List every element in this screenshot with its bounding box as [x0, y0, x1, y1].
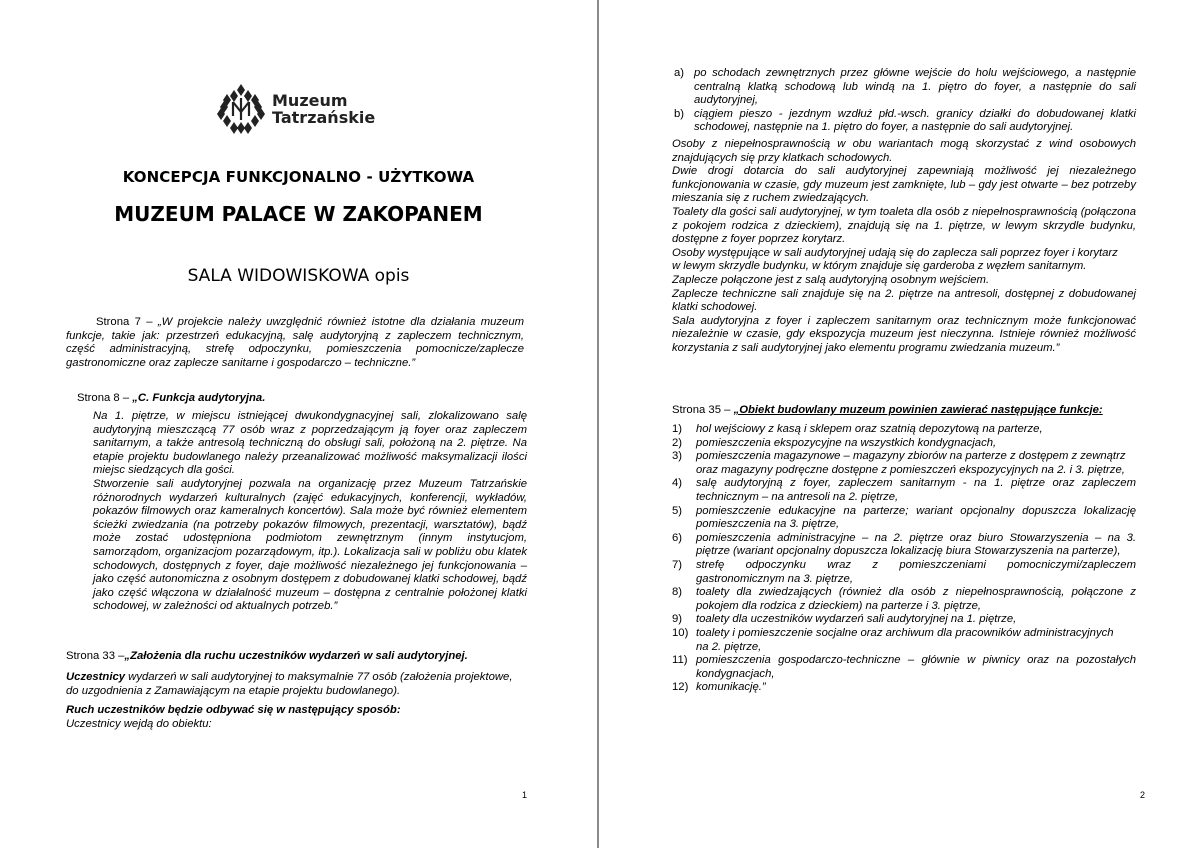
- document-section-title: SALA WIDOWISKOWA opis: [187, 266, 410, 286]
- document-main-title: MUZEUM PALACE W ZAKOPANEM: [114, 202, 483, 226]
- section-strona-7: [66, 316, 524, 370]
- list-item-number: 5): [672, 504, 683, 517]
- strona-8-head: „C. Funkcja audytoryjna.: [132, 392, 266, 404]
- museum-logo-icon: [217, 82, 265, 134]
- access-variants-list: [674, 67, 1136, 135]
- page-2-paragraphs: [672, 138, 1136, 356]
- list-item-text: hol wejściowy z kasą i sklepem oraz szatnią depozytową na parterze,: [696, 423, 1043, 435]
- uczestnicy-text: wydarzeń w sali audytoryjnej to maksymalnie 77 osób (założenia projektowe,: [125, 671, 513, 683]
- list-item-number: 11): [672, 654, 688, 667]
- paragraph: Sala audytoryjna z foyer i zapleczem sanitarnym oraz technicznym może funkcjonować niezależnie w czasie, gdy ekspozycja muzeum jest nieczynna. Istnieje również możliwość korzystania z sali audytoryjnej jako elementu programu zwiedzania muzeum.”: [672, 314, 1136, 354]
- list-item-text: salę audytoryjną z foyer, zapleczem sanitarnym - na 1. piętrze oraz zapleczem technicznym – na antresoli na 2. piętrze,: [696, 477, 1136, 503]
- list-item-text: toalety dla uczestników wydarzeń sali audytoryjnej na 1. piętrze,: [696, 613, 1017, 626]
- list-item-number: 12): [672, 681, 689, 694]
- list-item-continuation: oraz magazyny podręczne dostępne z pomieszczeń ekspozycyjnych na 2. i 3. piętrze,: [696, 463, 1125, 476]
- list-item: [672, 505, 1136, 532]
- functions-list: [672, 423, 1136, 695]
- list-item: [674, 67, 1136, 108]
- paragraph: Dwie drogi dotarcia do sali audytoryjnej zapewniają możliwość jej niezależnego funkcjonowania w czasie, gdy muzeum jest zamknięte, lub – gdy jest otwarte – bez potrzeby mieszania się z ruchem zwiedzających.: [672, 165, 1136, 205]
- page-number-2: 2: [1140, 790, 1146, 800]
- list-item: [672, 586, 1136, 613]
- page-divider: [597, 0, 599, 848]
- paragraph: Zaplecze techniczne sali znajduje się na 2. piętrze na antresoli, dostępnej z dobudowanej klatki schodowej.: [672, 287, 1136, 314]
- section-strona-8-heading: [77, 392, 527, 406]
- list-item-number: 2): [672, 436, 683, 449]
- list-item-number: 9): [672, 613, 683, 626]
- paragraph: Zaplecze połączone jest z salą audytoryjną osobnym wejściem.: [672, 273, 990, 286]
- logo-line-2: Tatrzańskie: [272, 108, 376, 127]
- strona-35-head: „Obiekt budowlany muzeum powinien zawierać następujące funkcje:: [733, 404, 1103, 416]
- paragraph: Toalety dla gości sali audytoryjnej, w tym toaleta dla osób z niepełnosprawnością (połączona z pokojem rodzica z dzieckiem), znajdują się na 1. piętrze, w lewym skrzydle budynku, dostępne z foyer poprzez korytarz.: [672, 205, 1136, 246]
- list-item-number: 1): [672, 423, 683, 435]
- list-item-number: a): [674, 67, 685, 79]
- list-item-number: 8): [672, 586, 683, 599]
- logo-line-1: Muzeum: [272, 91, 348, 110]
- list-item-text: ciągiem pieszo - jezdnym wzdłuż płd.-wsch. granicy działki do dobudowanej klatki schodowej, następnie na 1. piętro do foyer, a następnie do sali audytoryjnej.: [694, 107, 1136, 134]
- ruch-heading: Ruch uczestników będzie odbywać się w następujący sposób:: [66, 704, 401, 717]
- list-item-number: 10): [672, 626, 689, 639]
- list-item: [672, 627, 1136, 654]
- uczestnicy-wejda: Uczestnicy wejdą do obiektu:: [66, 717, 212, 730]
- strona-33-head: „Założenia dla ruchu uczestników wydarzeń w sali audytoryjnej.: [124, 650, 468, 662]
- document-page-2: [600, 0, 1200, 848]
- list-item: [672, 681, 1136, 695]
- uczestnicy-bold: Uczestnicy: [66, 671, 126, 683]
- uzgodnienia-line: do uzgodnienia z Zamawiającym na etapie projektu budowlanego).: [66, 684, 401, 697]
- list-item-number: 6): [672, 531, 683, 544]
- list-item-text: toalety i pomieszczenie socjalne oraz archiwum dla pracowników administracyjnych: [696, 626, 1114, 639]
- strona-33-ref: Strona 33 –: [66, 650, 125, 662]
- list-item-number: 7): [672, 558, 683, 571]
- list-item-text: strefę odpoczynku wraz z pomieszczeniami pomocniczymi/zapleczem gastronomicznym na 3. piętrze,: [696, 558, 1136, 585]
- museum-logo-text: [272, 92, 375, 126]
- list-item-text: pomieszczenia gospodarczo-techniczne – głównie w piwnicy oraz na pozostałych kondygnacjach,: [696, 654, 1136, 680]
- page-number-1: 1: [522, 790, 528, 800]
- strona-8-paragraph-1: Na 1. piętrze, w miejscu istniejącej dwukondygnacyjnej sali, zlokalizowano salę audytoryjną mieszczącą 77 osób wraz z poprzedzającym ją foyer oraz zapleczem sanitarnym, a także antresolą techniczną do obsługi sali, położoną na 2. piętrze. Na etapie projektu budowlanego należy przeanalizować możliwość maksymalizacji ilości miejsc siedzących dla gości.: [93, 410, 527, 477]
- list-item: [672, 559, 1136, 586]
- strona-7-text: „W projekcie należy uwzględnić również istotne dla działania muzeum funkcje, takie jak: przestrzeń edukacyjną, salę audytoryjną z zapleczem technicznym, część administracyjną, strefę odpoczynku, pomieszczenia pomocnicze/zaplecze gastronomiczne oraz zaplecze sanitarne i gospodarczo – techniczne.”: [66, 316, 525, 369]
- list-item: [672, 654, 1136, 681]
- list-item-text: pomieszczenia ekspozycyjne na wszystkich kondygnacjach,: [696, 436, 997, 449]
- list-item: [672, 450, 1136, 477]
- section-strona-33-heading: [66, 650, 536, 664]
- functions: [672, 423, 1136, 695]
- list-item-text: pomieszczenie edukacyjne na parterze; wariant opcjonalny dopuszcza lokalizację pomieszczenia na 3. piętrze,: [696, 504, 1136, 531]
- strona-7-ref: Strona 7 –: [96, 316, 158, 328]
- list-item-text: pomieszczenia magazynowe – magazyny zbiorów na parterze z dostępem z zewnątrz: [696, 450, 1126, 463]
- list-item-continuation: na 2. piętrze,: [696, 640, 762, 653]
- strona-8-paragraph-2: Stworzenie sali audytoryjnej pozwala na organizację przez Muzeum Tatrzańskie różnorodnych wydarzeń kulturalnych (zajęć edukacyjnych, konferencji, wykładów, pokazów filmowych oraz kameralnych koncertów). Sala może być również elementem ścieżki zwiedzania (na potrzeby pokazów filmowych, prezentacji, warsztatów), bądź może zostać udostępniona podmiotom zewnętrznym (innym instytucjom, samorządom, organizacjom pozarządowym, itp.). Lokalizacja sali w pobliżu obu klatek schodowych, dostępnych z foyer, daje możliwość niezależnego jej funkcjonowania – jako część autonomiczna z osobnym dostępem z dobudowanej klatki schodowej, bądź jako część włączona w działalność muzeum – dostępna z centralnie położonej klatki schodowej, w zależności od aktualnych potrzeb.”: [93, 477, 527, 613]
- list-item: [672, 477, 1136, 504]
- document-page-1: [0, 0, 597, 848]
- section-strona-33-body: [66, 671, 536, 731]
- access-variants: [674, 67, 1136, 135]
- list-item-text: komunikację.”: [696, 681, 766, 694]
- list-item-text: toalety dla zwiedzających (również dla osób z niepełnosprawnością, połączone z pokojem dla rodzica z dzieckiem) na parterze i 3. piętrze,: [696, 586, 1136, 612]
- section-strona-8-body: [93, 410, 527, 614]
- list-item-number: 4): [672, 477, 683, 490]
- list-item: [672, 613, 1136, 627]
- list-item-number: 3): [672, 450, 683, 463]
- list-item: [672, 437, 1136, 451]
- paragraph: w lewym skrzydle budynku, w którym znajduje się garderoba z węzłem sanitarnym.: [672, 260, 1087, 273]
- list-item-text: po schodach zewnętrznych przez główne wejście do holu wejściowego, a następnie centralną klatką schodową lub windą na 1. piętro do foyer, a następnie do sali audytoryjnej,: [694, 67, 1136, 107]
- strona-8-ref: Strona 8 –: [77, 392, 133, 404]
- paragraph: Osoby występujące w sali audytoryjnej udają się do zaplecza sali poprzez foyer i korytarz: [672, 246, 1118, 259]
- section-strona-35-heading: [672, 404, 1142, 418]
- strona-35-ref: Strona 35 –: [672, 404, 734, 416]
- list-item: [674, 108, 1136, 135]
- paragraph: Osoby z niepełnosprawnością w obu wariantach mogą skorzystać z wind osobowych znajdujących się przy klatkach schodowych.: [672, 138, 1136, 164]
- document-title: KONCEPCJA FUNKCJONALNO - UŻYTKOWA: [122, 168, 475, 186]
- list-item: [672, 423, 1136, 437]
- list-item-number: b): [674, 107, 685, 120]
- list-item-text: pomieszczenia administracyjne – na 2. piętrze oraz biuro Stowarzyszenia – na 3. piętrze (wariant opcjonalny dopuszcza lokalizację biura Stowarzyszenia na parterze),: [696, 531, 1136, 558]
- list-item: [672, 532, 1136, 559]
